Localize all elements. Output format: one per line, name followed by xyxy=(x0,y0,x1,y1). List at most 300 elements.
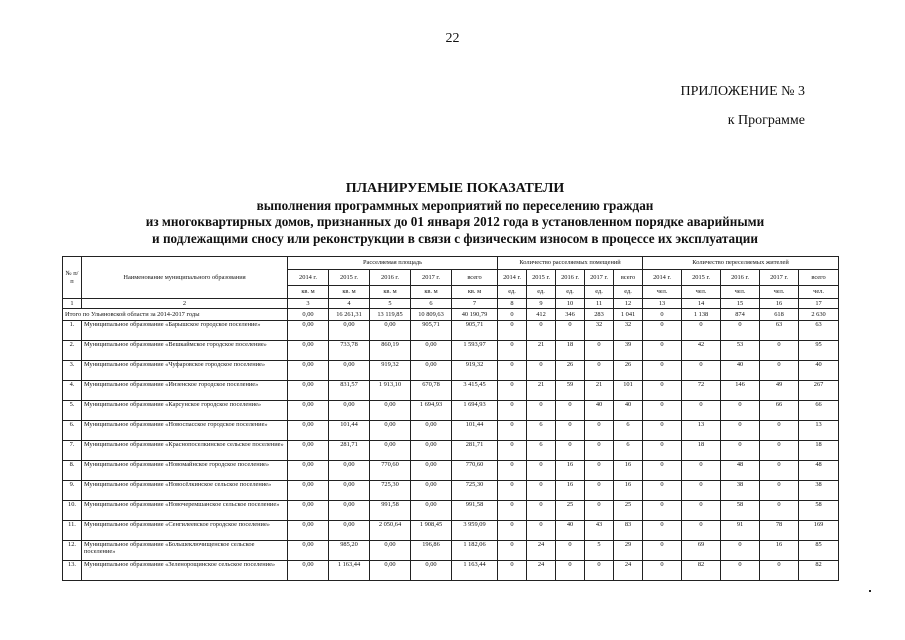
cell-value: 725,30 xyxy=(452,481,498,501)
header-sub: 2016 г. xyxy=(370,270,411,286)
cell-value: 1 163,44 xyxy=(452,561,498,581)
cell-value: 58 xyxy=(721,501,760,521)
table-row xyxy=(63,381,839,401)
table-row xyxy=(63,401,839,421)
column-number: 10 xyxy=(556,299,585,309)
cell-value: 40 xyxy=(799,361,839,381)
total-value: 874 xyxy=(721,309,760,321)
cell-value: 0,00 xyxy=(411,421,452,441)
total-value: 283 xyxy=(585,309,614,321)
cell-value: 0 xyxy=(498,541,527,561)
total-value: 346 xyxy=(556,309,585,321)
cell-value: 267 xyxy=(799,381,839,401)
total-value: 618 xyxy=(760,309,799,321)
header-unit: чел. xyxy=(760,286,799,299)
cell-value: 0 xyxy=(760,481,799,501)
cell-value: 24 xyxy=(527,561,556,581)
header-municipality: Наименование муниципального образования xyxy=(82,257,288,299)
cell-value: 48 xyxy=(721,461,760,481)
column-number: 3 xyxy=(288,299,329,309)
cell-value: 0 xyxy=(760,341,799,361)
cell-value: 1 694,93 xyxy=(452,401,498,421)
cell-value: 0 xyxy=(498,501,527,521)
cell-value: 905,71 xyxy=(411,321,452,341)
total-value: 412 xyxy=(527,309,556,321)
cell-value: 1 913,10 xyxy=(370,381,411,401)
cell-value: 0 xyxy=(643,481,682,501)
column-number: 7 xyxy=(452,299,498,309)
row-number: 12. xyxy=(63,541,82,561)
title-line-3: и подлежащими сносу или реконструкции в связи с физическим износом в процессе их эксплуатации xyxy=(152,230,758,246)
municipality-name: Муниципальное образование «Новосёлкинское сельское поселение» xyxy=(82,481,288,501)
column-number: 12 xyxy=(614,299,643,309)
municipality-name: Муниципальное образование «Большеключищенское сельское поселение» xyxy=(82,541,288,561)
cell-value: 21 xyxy=(527,341,556,361)
cell-value: 0,00 xyxy=(288,421,329,441)
cell-value: 78 xyxy=(760,521,799,541)
header-sub: всего xyxy=(614,270,643,286)
cell-value: 0 xyxy=(643,381,682,401)
cell-value: 0,00 xyxy=(329,321,370,341)
row-number: 8. xyxy=(63,461,82,481)
cell-value: 0 xyxy=(643,421,682,441)
cell-value: 0 xyxy=(585,501,614,521)
total-value: 40 190,79 xyxy=(452,309,498,321)
municipality-name: Муниципальное образование «Инзенское городское поселение» xyxy=(82,381,288,401)
municipality-name: Муниципальное образование «Вешкаймское городское поселение» xyxy=(82,341,288,361)
cell-value: 29 xyxy=(614,541,643,561)
cell-value: 40 xyxy=(556,521,585,541)
cell-value: 0,00 xyxy=(411,461,452,481)
table-row xyxy=(63,481,839,501)
header-sub: 2017 г. xyxy=(411,270,452,286)
table-row xyxy=(63,321,839,341)
cell-value: 0 xyxy=(721,441,760,461)
cell-value: 0 xyxy=(585,461,614,481)
table-row xyxy=(63,361,839,381)
cell-value: 0,00 xyxy=(370,421,411,441)
header-sub: 2016 г. xyxy=(721,270,760,286)
cell-value: 0 xyxy=(643,401,682,421)
cell-value: 0 xyxy=(682,361,721,381)
cell-value: 0,00 xyxy=(288,441,329,461)
title-line-1: выполнения программных мероприятий по переселению граждан xyxy=(256,197,654,213)
header-unit: кв. м xyxy=(329,286,370,299)
cell-value: 6 xyxy=(614,421,643,441)
cell-value: 72 xyxy=(682,381,721,401)
header-group-premises: Количество расселяемых помещений xyxy=(498,257,643,270)
cell-value: 18 xyxy=(682,441,721,461)
row-number: 5. xyxy=(63,401,82,421)
cell-value: 0 xyxy=(556,421,585,441)
cell-value: 770,60 xyxy=(452,461,498,481)
row-number: 13. xyxy=(63,561,82,581)
cell-value: 101 xyxy=(614,381,643,401)
cell-value: 66 xyxy=(760,401,799,421)
cell-value: 0 xyxy=(760,561,799,581)
cell-value: 770,60 xyxy=(370,461,411,481)
cell-value: 18 xyxy=(556,341,585,361)
cell-value: 13 xyxy=(682,421,721,441)
cell-value: 0,00 xyxy=(288,461,329,481)
cell-value: 0,00 xyxy=(288,361,329,381)
cell-value: 40 xyxy=(614,401,643,421)
cell-value: 0 xyxy=(643,521,682,541)
municipality-name: Муниципальное образование «Чуфаровское городское поселение» xyxy=(82,361,288,381)
cell-value: 58 xyxy=(799,501,839,521)
header-sub: всего xyxy=(452,270,498,286)
cell-value: 0 xyxy=(682,521,721,541)
cell-value: 0 xyxy=(643,361,682,381)
cell-value: 0,00 xyxy=(329,361,370,381)
municipality-name: Муниципальное образование «Зеленорощинское сельское поселение» xyxy=(82,561,288,581)
cell-value: 0 xyxy=(760,441,799,461)
row-number: 11. xyxy=(63,521,82,541)
cell-value: 0 xyxy=(527,461,556,481)
column-number: 9 xyxy=(527,299,556,309)
total-value: 0 xyxy=(643,309,682,321)
municipality-name: Муниципальное образование «Новочеремшанское сельское поселение» xyxy=(82,501,288,521)
header-unit: кв. м xyxy=(452,286,498,299)
header-unit: ед. xyxy=(585,286,614,299)
header-sub: 2014 г. xyxy=(288,270,329,286)
header-sub: 2015 г. xyxy=(682,270,721,286)
total-label: Итого по Ульяновской области за 2014-2017 годы xyxy=(63,309,288,321)
cell-value: 0 xyxy=(643,541,682,561)
municipality-name: Муниципальное образование «Краснопоселкинское сельское поселение» xyxy=(82,441,288,461)
cell-value: 0 xyxy=(527,501,556,521)
cell-value: 101,44 xyxy=(329,421,370,441)
cell-value: 0,00 xyxy=(288,401,329,421)
title-line-2: из многоквартирных домов, признанных до 01 января 2012 года в установленном порядке аварийными xyxy=(145,214,765,229)
cell-value: 16 xyxy=(614,461,643,481)
header-sub: 2017 г. xyxy=(760,270,799,286)
total-value: 13 119,85 xyxy=(370,309,411,321)
column-number: 4 xyxy=(329,299,370,309)
row-number: 9. xyxy=(63,481,82,501)
header-group-area: Расселяемая площадь xyxy=(288,257,498,270)
cell-value: 725,30 xyxy=(370,481,411,501)
cell-value: 16 xyxy=(614,481,643,501)
header-unit: кв. м xyxy=(288,286,329,299)
cell-value: 3 415,45 xyxy=(452,381,498,401)
cell-value: 39 xyxy=(614,341,643,361)
cell-value: 48 xyxy=(799,461,839,481)
header-unit: ед. xyxy=(527,286,556,299)
column-number: 5 xyxy=(370,299,411,309)
total-value: 0,00 xyxy=(288,309,329,321)
cell-value: 0 xyxy=(585,481,614,501)
cell-value: 0,00 xyxy=(288,541,329,561)
cell-value: 0 xyxy=(643,341,682,361)
column-number: 2 xyxy=(82,299,288,309)
header-unit: чел. xyxy=(682,286,721,299)
cell-value: 0 xyxy=(556,441,585,461)
cell-value: 0 xyxy=(498,461,527,481)
row-number: 10. xyxy=(63,501,82,521)
cell-value: 0,00 xyxy=(288,481,329,501)
cell-value: 0 xyxy=(721,401,760,421)
header-sub: 2014 г. xyxy=(643,270,682,286)
row-number: 3. xyxy=(63,361,82,381)
cell-value: 0 xyxy=(682,401,721,421)
cell-value: 0 xyxy=(643,461,682,481)
cell-value: 85 xyxy=(799,541,839,561)
scan-speck xyxy=(869,590,871,592)
cell-value: 25 xyxy=(556,501,585,521)
cell-value: 0 xyxy=(760,501,799,521)
cell-value: 0 xyxy=(760,361,799,381)
cell-value: 860,19 xyxy=(370,341,411,361)
cell-value: 196,86 xyxy=(411,541,452,561)
table-row xyxy=(63,341,839,361)
cell-value: 21 xyxy=(527,381,556,401)
cell-value: 0 xyxy=(527,321,556,341)
table-row xyxy=(63,561,839,581)
row-number: 6. xyxy=(63,421,82,441)
header-sub: 2017 г. xyxy=(585,270,614,286)
cell-value: 16 xyxy=(760,541,799,561)
header-group-residents: Количество переселяемых жителей xyxy=(643,257,839,270)
cell-value: 281,71 xyxy=(329,441,370,461)
cell-value: 43 xyxy=(585,521,614,541)
cell-value: 83 xyxy=(614,521,643,541)
header-sub: 2015 г. xyxy=(329,270,370,286)
cell-value: 63 xyxy=(799,321,839,341)
table-row xyxy=(63,421,839,441)
cell-value: 919,32 xyxy=(452,361,498,381)
cell-value: 6 xyxy=(527,441,556,461)
header-number: № п/п xyxy=(63,257,82,299)
cell-value: 6 xyxy=(614,441,643,461)
cell-value: 0,00 xyxy=(370,561,411,581)
column-number: 17 xyxy=(799,299,839,309)
cell-value: 63 xyxy=(760,321,799,341)
cell-value: 0,00 xyxy=(288,561,329,581)
cell-value: 0 xyxy=(498,521,527,541)
total-value: 2 630 xyxy=(799,309,839,321)
total-value: 1 041 xyxy=(614,309,643,321)
table-row xyxy=(63,441,839,461)
cell-value: 91 xyxy=(721,521,760,541)
table-row xyxy=(63,501,839,521)
cell-value: 32 xyxy=(585,321,614,341)
cell-value: 985,20 xyxy=(329,541,370,561)
header-sub: 2016 г. xyxy=(556,270,585,286)
cell-value: 0,00 xyxy=(288,321,329,341)
appendix-to-program: к Программе xyxy=(727,113,805,128)
title-main: ПЛАНИРУЕМЫЕ ПОКАЗАТЕЛИ xyxy=(345,181,565,196)
cell-value: 1 163,44 xyxy=(329,561,370,581)
municipality-name: Муниципальное образование «Новоспасское городское поселение» xyxy=(82,421,288,441)
column-number: 15 xyxy=(721,299,760,309)
cell-value: 905,71 xyxy=(452,321,498,341)
cell-value: 0 xyxy=(682,461,721,481)
cell-value: 40 xyxy=(721,361,760,381)
cell-value: 0 xyxy=(556,401,585,421)
cell-value: 0,00 xyxy=(288,381,329,401)
cell-value: 0 xyxy=(682,321,721,341)
total-value: 0 xyxy=(498,309,527,321)
cell-value: 0,00 xyxy=(411,361,452,381)
column-number: 16 xyxy=(760,299,799,309)
header-unit: кв. м xyxy=(370,286,411,299)
cell-value: 0,00 xyxy=(411,481,452,501)
cell-value: 38 xyxy=(799,481,839,501)
cell-value: 0 xyxy=(498,441,527,461)
row-number: 1. xyxy=(63,321,82,341)
cell-value: 0 xyxy=(498,361,527,381)
cell-value: 32 xyxy=(614,321,643,341)
header-unit: ед. xyxy=(614,286,643,299)
cell-value: 0 xyxy=(556,541,585,561)
cell-value: 0,00 xyxy=(329,501,370,521)
cell-value: 991,58 xyxy=(452,501,498,521)
cell-value: 0 xyxy=(498,321,527,341)
cell-value: 5 xyxy=(585,541,614,561)
cell-value: 670,78 xyxy=(411,381,452,401)
cell-value: 0 xyxy=(527,521,556,541)
cell-value: 0 xyxy=(498,381,527,401)
cell-value: 0 xyxy=(682,481,721,501)
cell-value: 733,78 xyxy=(329,341,370,361)
cell-value: 0 xyxy=(585,561,614,581)
cell-value: 0 xyxy=(721,421,760,441)
cell-value: 69 xyxy=(682,541,721,561)
cell-value: 0,00 xyxy=(411,441,452,461)
cell-value: 0,00 xyxy=(288,521,329,541)
cell-value: 1 182,06 xyxy=(452,541,498,561)
header-unit: чел. xyxy=(799,286,839,299)
cell-value: 0 xyxy=(760,461,799,481)
municipality-name: Муниципальное образование «Сенгилеевское городское поселение» xyxy=(82,521,288,541)
cell-value: 38 xyxy=(721,481,760,501)
page-number: 22 xyxy=(445,31,460,46)
municipality-name: Муниципальное образование «Карсунское городское поселение» xyxy=(82,401,288,421)
row-number: 2. xyxy=(63,341,82,361)
cell-value: 25 xyxy=(614,501,643,521)
column-number: 6 xyxy=(411,299,452,309)
header-sub: 2015 г. xyxy=(527,270,556,286)
cell-value: 42 xyxy=(682,341,721,361)
cell-value: 0,00 xyxy=(370,321,411,341)
cell-value: 0 xyxy=(556,321,585,341)
total-value: 10 809,63 xyxy=(411,309,452,321)
cell-value: 831,57 xyxy=(329,381,370,401)
cell-value: 0 xyxy=(721,541,760,561)
cell-value: 1 908,45 xyxy=(411,521,452,541)
cell-value: 0 xyxy=(682,501,721,521)
cell-value: 26 xyxy=(556,361,585,381)
document-title xyxy=(60,181,850,247)
cell-value: 0,00 xyxy=(370,541,411,561)
cell-value: 53 xyxy=(721,341,760,361)
cell-value: 0 xyxy=(643,561,682,581)
cell-value: 0 xyxy=(527,401,556,421)
cell-value: 0,00 xyxy=(411,501,452,521)
cell-value: 18 xyxy=(799,441,839,461)
cell-value: 146 xyxy=(721,381,760,401)
cell-value: 0,00 xyxy=(288,501,329,521)
cell-value: 0,00 xyxy=(370,401,411,421)
cell-value: 0 xyxy=(585,361,614,381)
cell-value: 0 xyxy=(498,341,527,361)
cell-value: 59 xyxy=(556,381,585,401)
cell-value: 0,00 xyxy=(329,521,370,541)
cell-value: 0 xyxy=(721,321,760,341)
header-unit: кв. м xyxy=(411,286,452,299)
table-row xyxy=(63,541,839,561)
cell-value: 281,71 xyxy=(452,441,498,461)
municipality-name: Муниципальное образование «Новомайнское городское поселение» xyxy=(82,461,288,481)
cell-value: 0 xyxy=(527,481,556,501)
cell-value: 0 xyxy=(498,561,527,581)
cell-value: 13 xyxy=(799,421,839,441)
table-row xyxy=(63,461,839,481)
cell-value: 0 xyxy=(527,361,556,381)
indicators-table xyxy=(62,256,839,581)
cell-value: 101,44 xyxy=(452,421,498,441)
cell-value: 0,00 xyxy=(288,341,329,361)
header-unit: ед. xyxy=(556,286,585,299)
cell-value: 82 xyxy=(682,561,721,581)
total-value: 16 261,31 xyxy=(329,309,370,321)
cell-value: 0,00 xyxy=(329,461,370,481)
cell-value: 0,00 xyxy=(411,561,452,581)
cell-value: 24 xyxy=(614,561,643,581)
cell-value: 49 xyxy=(760,381,799,401)
header-unit: ед. xyxy=(498,286,527,299)
cell-value: 1 593,97 xyxy=(452,341,498,361)
cell-value: 16 xyxy=(556,481,585,501)
table-row xyxy=(63,521,839,541)
column-number: 11 xyxy=(585,299,614,309)
cell-value: 0 xyxy=(498,401,527,421)
cell-value: 3 959,09 xyxy=(452,521,498,541)
cell-value: 169 xyxy=(799,521,839,541)
total-row xyxy=(63,309,839,321)
cell-value: 0,00 xyxy=(370,441,411,461)
total-value: 1 138 xyxy=(682,309,721,321)
cell-value: 66 xyxy=(799,401,839,421)
cell-value: 0 xyxy=(643,501,682,521)
cell-value: 21 xyxy=(585,381,614,401)
cell-value: 24 xyxy=(527,541,556,561)
header-unit: чел. xyxy=(643,286,682,299)
cell-value: 0 xyxy=(498,421,527,441)
municipality-name: Муниципальное образование «Барышское городское поселение» xyxy=(82,321,288,341)
cell-value: 0 xyxy=(498,481,527,501)
cell-value: 0 xyxy=(721,561,760,581)
appendix-number: ПРИЛОЖЕНИЕ № 3 xyxy=(680,84,805,99)
cell-value: 0,00 xyxy=(329,481,370,501)
cell-value: 0 xyxy=(585,421,614,441)
row-number: 7. xyxy=(63,441,82,461)
cell-value: 26 xyxy=(614,361,643,381)
cell-value: 6 xyxy=(527,421,556,441)
header-sub: всего xyxy=(799,270,839,286)
cell-value: 40 xyxy=(585,401,614,421)
cell-value: 919,32 xyxy=(370,361,411,381)
cell-value: 95 xyxy=(799,341,839,361)
cell-value: 0 xyxy=(585,341,614,361)
row-number: 4. xyxy=(63,381,82,401)
cell-value: 0 xyxy=(585,441,614,461)
cell-value: 991,58 xyxy=(370,501,411,521)
cell-value: 82 xyxy=(799,561,839,581)
column-number: 1 xyxy=(63,299,82,309)
column-number: 13 xyxy=(643,299,682,309)
